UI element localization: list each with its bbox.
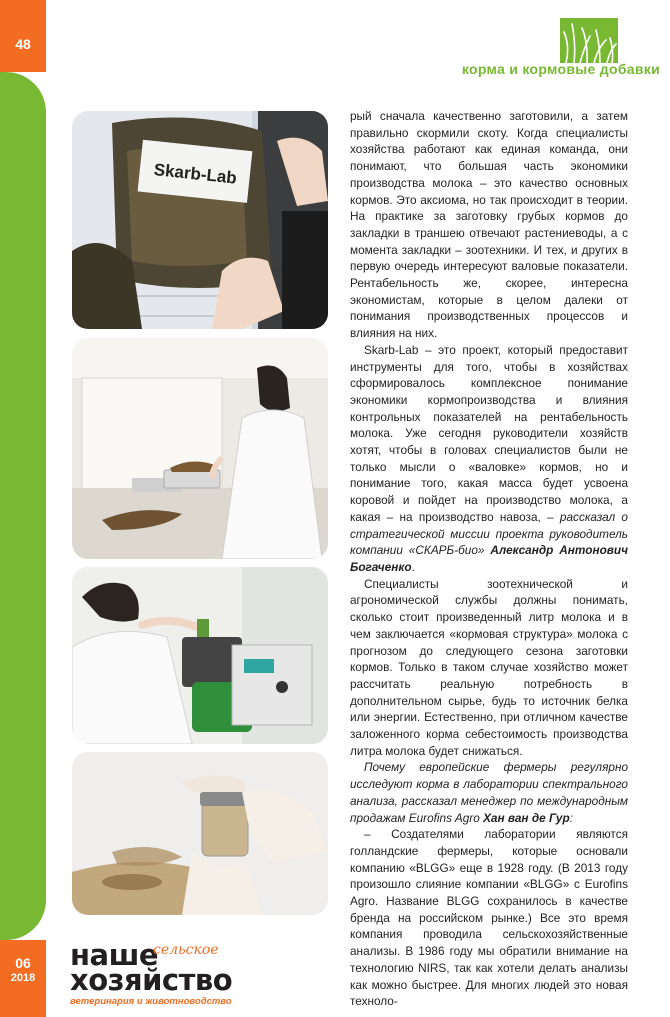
magazine-logo bbox=[70, 938, 270, 1007]
bag-label-text: Skarb-Lab bbox=[152, 160, 238, 188]
photo-sample-jar bbox=[72, 752, 328, 915]
logo-word-selskoe: сельское bbox=[153, 942, 219, 958]
logo-tagline: ветеринария и животноводство bbox=[70, 996, 232, 1007]
section-title: корма и кормовые добавки bbox=[461, 61, 660, 77]
article-paragraph-2 bbox=[350, 342, 628, 576]
paragraph-2-end: . bbox=[411, 559, 415, 574]
paragraph-4-intro: Почему европейские фермеры регулярно исследуют корма в лаборатории спектрального анализа, рассказал менеджер по международным продажам Eurofins Agro bbox=[350, 760, 628, 825]
section-grass-icon bbox=[560, 18, 618, 63]
sidebar-green-band bbox=[0, 72, 46, 940]
photo-lab-weighing bbox=[72, 338, 328, 559]
photo-lab-grinder bbox=[72, 567, 328, 744]
issue-info bbox=[0, 955, 46, 984]
paragraph-4-end: : bbox=[569, 810, 573, 825]
speaker-name-van-de-gur: Хан ван де Гур bbox=[483, 810, 570, 825]
paragraph-2-attribution: рассказал о стратегической миссии проекта руководитель компании «СКАРБ-био» bbox=[350, 509, 628, 558]
article-paragraph-5: – Создателями лаборатории являются голландские фермеры, которые основали компанию «BLGG» еще в 1928 году. (В 2013 году произошло слияние компании «BLGG» с Eurofins Agro. Название BLGG сохранилось в качестве бренда на российском рынке.) Все это время компания проводила сельскохозяйственные анализы. В 1986 году мы обратили внимание на технологию NIRS, так как хотели делать анализы как можно быстрее. Для многих людей это новая техноло- bbox=[350, 827, 628, 1009]
issue-year: 2018 bbox=[10, 972, 36, 984]
article-paragraph-3: Специалисты зоотехнической и агрономической службы должны понимать, сколько стоит произведенный литр молока и в чем заключается «кормовая структура» молока с прогнозом до следующего сезона заготовки кормов. Только в таком случае хозяйство может рассчитать реальную потребность в дополнительном сырье, будь то источник белка или энергии. Естественно, при отличном качестве заложенного корма себестоимость производства литра молока будет снижаться. bbox=[350, 576, 628, 758]
paragraph-2-text: Skarb-Lab – это проект, который предоставит инструменты для того, чтобы в хозяйствах сформировалось комплексное понимание экономики кормопроизводства и влияния контрольных показателей на рентабельность молока. Уже сегодня руководители хозяйств хотят, чтобы в головах специалистов были не только мысли о «валовке» кормов, но и понимание того, какая масса будет усвоена коровой и пойдет на производство молока, а какая – на производство навоза, – bbox=[350, 342, 628, 524]
logo-word-hozyaystvo: хозяйство bbox=[70, 963, 233, 997]
article-paragraph-4 bbox=[350, 759, 628, 826]
page-number: 48 bbox=[15, 36, 31, 52]
photo-sample-bag bbox=[72, 111, 328, 329]
article-column bbox=[350, 108, 628, 1010]
logo-word-nashe: наше bbox=[70, 938, 159, 972]
article-paragraph-1: рый сначала качественно заготовили, а затем правильно скормили скоту. Когда специалисты хозяйства работают как единая команда, они понимают, что большая часть экономики производства молока – это качество основных кормов. Это аксиома, но так происходит в теории. На практике за заготовку грубых кормов до закладки в траншею отвечают растениеводы, а с момента закладки – зоотехники. И тех, и других в первую очередь интересуют валовые показатели. Рентабельность же, скорее, интересна экономистам, которые в целом далеки от понимания производственных процессов и влияния на них. bbox=[350, 109, 628, 341]
issue-number: 06 bbox=[15, 955, 31, 971]
speaker-name-bogachenko: Александр Антонович Богаченко bbox=[350, 543, 628, 574]
